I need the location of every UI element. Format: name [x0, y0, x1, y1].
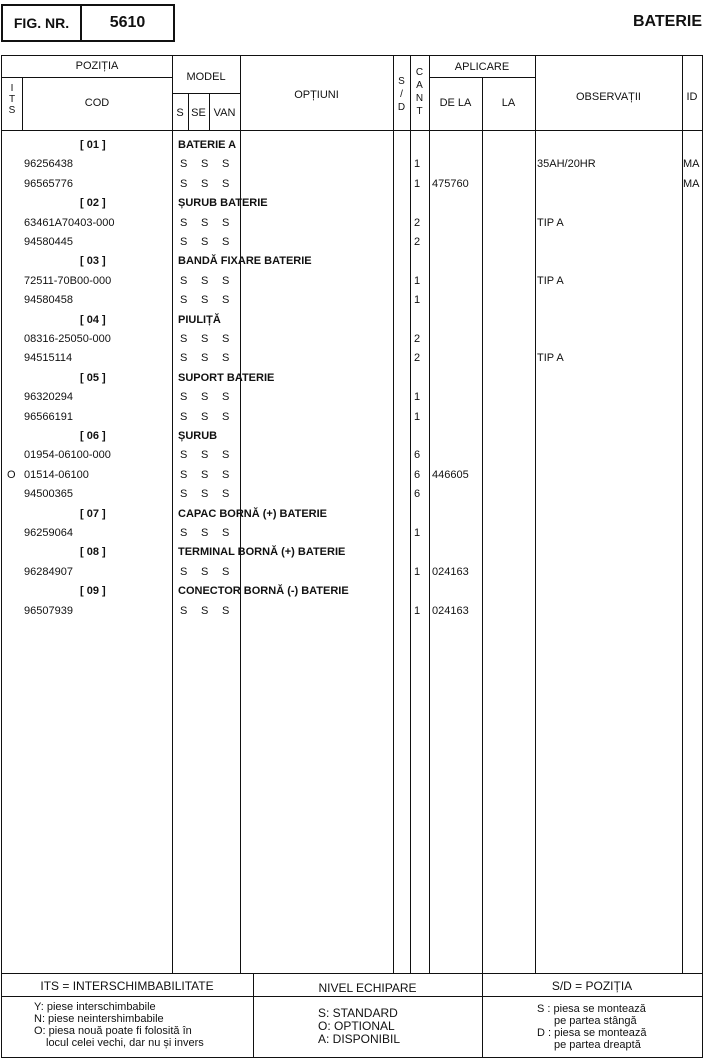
quantity-value: 1	[414, 275, 421, 287]
cant-letter: A	[416, 80, 423, 91]
model-s-value: S	[180, 469, 188, 481]
model-van-value: S	[222, 178, 230, 190]
group-position: [ 05 ]	[80, 372, 106, 384]
col-header-model-s: S	[176, 107, 184, 119]
col-header-model-se: SE	[191, 107, 206, 119]
model-s-value: S	[180, 178, 188, 190]
part-code: 94580458	[24, 294, 73, 306]
col-header-cant	[410, 66, 429, 118]
model-se-value: S	[201, 488, 209, 500]
model-se-value: S	[201, 333, 209, 345]
col-header-observatii: OBSERVAȚII	[575, 91, 641, 103]
quantity-value: 2	[414, 217, 421, 229]
col-divider-la	[535, 55, 536, 973]
col-header-pozitia: POZIȚIA	[75, 60, 119, 72]
model-s-value: S	[180, 236, 188, 248]
col-divider-dela	[482, 77, 483, 973]
col-header-optiuni: OPȚIUNI	[294, 89, 339, 101]
sd-letter: D	[397, 102, 406, 113]
group-name: ȘURUB	[178, 430, 218, 442]
model-s-value: S	[180, 449, 188, 461]
model-se-value: S	[201, 449, 209, 461]
model-s-value: S	[180, 217, 188, 229]
part-code: 96259064	[24, 527, 73, 539]
model-line	[172, 93, 240, 94]
parts-table-frame	[1, 55, 703, 1058]
pozitia-line	[1, 77, 173, 78]
quantity-value: 1	[414, 411, 421, 423]
model-s-value: S	[180, 352, 188, 364]
model-van-value: S	[222, 352, 230, 364]
sd-letter: S	[398, 76, 405, 87]
quantity-value: 1	[414, 527, 421, 539]
legend-nivel-text	[318, 1007, 478, 1046]
quantity-value: 2	[414, 352, 421, 364]
model-se-value: S	[201, 236, 209, 248]
model-van-value: S	[222, 236, 230, 248]
model-se-value: S	[201, 217, 209, 229]
its-code: O	[7, 469, 16, 481]
part-code: 96284907	[24, 566, 73, 578]
model-s-value: S	[180, 605, 188, 617]
part-code: 63461A70403-000	[24, 217, 115, 229]
legend-line: pe partea stângă	[554, 1015, 637, 1027]
group-name: SUPORT BATERIE	[178, 372, 275, 384]
quantity-value: 1	[414, 566, 421, 578]
model-se-value: S	[201, 605, 209, 617]
quantity-value: 1	[414, 158, 421, 170]
observation-value: TIP A	[537, 275, 564, 287]
model-van-value: S	[222, 294, 230, 306]
cant-letter: N	[415, 93, 424, 104]
col-header-model-van: VAN	[213, 107, 236, 119]
legend-sd-text	[537, 1003, 697, 1051]
legend-line: S: STANDARD	[318, 1006, 398, 1020]
header-bottom-line	[1, 130, 703, 131]
legend-nivel-title: NIVEL ECHIPARE	[318, 981, 417, 995]
legend-line: A: DISPONIBIL	[318, 1032, 401, 1046]
apply-from-value: 024163	[432, 566, 469, 578]
apply-from-value: 024163	[432, 605, 469, 617]
model-se-value: S	[201, 178, 209, 190]
model-s-value: S	[180, 488, 188, 500]
group-position: [ 03 ]	[80, 255, 106, 267]
fig-label: FIG. NR.	[13, 15, 70, 31]
legend-its-text	[34, 1001, 249, 1049]
col-header-aplicare: APLICARE	[454, 61, 510, 73]
model-van-value: S	[222, 469, 230, 481]
id-value: MA	[683, 178, 700, 190]
legend-sd-title: S/D = POZIȚIA	[551, 979, 633, 993]
col-header-cod: COD	[84, 97, 110, 109]
legend-line: O: piesa nouă poate fi folosită în	[34, 1025, 192, 1037]
model-van-value: S	[222, 488, 230, 500]
model-se-value: S	[201, 158, 209, 170]
part-code: 94580445	[24, 236, 73, 248]
legend-title-line	[1, 996, 703, 997]
group-name: CAPAC BORNĂ (+) BATERIE	[178, 508, 328, 520]
model-s-value: S	[180, 527, 188, 539]
legend-line: O: OPTIONAL	[318, 1019, 395, 1033]
group-position: [ 01 ]	[80, 139, 106, 151]
group-position: [ 08 ]	[80, 546, 106, 558]
legend-top-line	[1, 973, 703, 974]
page-title: BATERIE	[632, 13, 702, 30]
group-position: [ 02 ]	[80, 197, 106, 209]
model-van-value: S	[222, 566, 230, 578]
its-letter: S	[8, 105, 16, 116]
part-code: 96566191	[24, 411, 73, 423]
col-divider-cant	[429, 55, 430, 973]
model-s-value: S	[180, 411, 188, 423]
model-se-value: S	[201, 391, 209, 403]
legend-its-title: ITS = INTERSCHIMBABILITATE	[40, 979, 214, 993]
observation-value: TIP A	[537, 352, 564, 364]
model-van-value: S	[222, 411, 230, 423]
model-van-value: S	[222, 158, 230, 170]
model-van-value: S	[222, 391, 230, 403]
legend-line: D : piesa se montează	[537, 1027, 647, 1039]
part-code: 96565776	[24, 178, 73, 190]
group-name: BATERIE A	[178, 139, 237, 151]
legend-line: locul celei vechi, dar nu și invers	[46, 1037, 204, 1049]
id-value: MA	[683, 158, 700, 170]
its-letter: T	[8, 94, 16, 105]
model-se-value: S	[201, 352, 209, 364]
group-position: [ 06 ]	[80, 430, 106, 442]
observation-value: TIP A	[537, 217, 564, 229]
group-name: ȘURUB BATERIE	[178, 197, 268, 209]
group-name: BANDĂ FIXARE BATERIE	[178, 255, 312, 267]
part-code: 94515114	[24, 352, 73, 364]
quantity-value: 1	[414, 391, 421, 403]
group-name: PIULIȚĂ	[178, 314, 221, 326]
model-van-value: S	[222, 275, 230, 287]
legend-line: S : piesa se montează	[537, 1003, 646, 1015]
quantity-value: 1	[414, 605, 421, 617]
model-van-value: S	[222, 605, 230, 617]
quantity-value: 2	[414, 333, 421, 345]
col-header-its	[2, 83, 22, 116]
apply-from-value: 446605	[432, 469, 469, 481]
col-header-id: ID	[686, 91, 698, 103]
fig-number: 5610	[109, 14, 146, 31]
part-code: 96507939	[24, 605, 73, 617]
quantity-value: 6	[414, 469, 421, 481]
col-header-model: MODEL	[186, 71, 226, 83]
quantity-value: 1	[414, 178, 421, 190]
quantity-value: 6	[414, 488, 421, 500]
col-divider-cod	[172, 55, 173, 973]
part-code: 96256438	[24, 158, 73, 170]
quantity-value: 1	[414, 294, 421, 306]
model-van-value: S	[222, 527, 230, 539]
model-s-value: S	[180, 158, 188, 170]
part-code: 94500365	[24, 488, 73, 500]
col-header-de-la: DE LA	[439, 97, 472, 109]
its-letter: I	[10, 83, 14, 94]
group-position: [ 04 ]	[80, 314, 106, 326]
apply-from-value: 475760	[432, 178, 469, 190]
model-van-value: S	[222, 449, 230, 461]
model-s-value: S	[180, 333, 188, 345]
model-s-value: S	[180, 275, 188, 287]
model-se-value: S	[201, 294, 209, 306]
model-van-value: S	[222, 333, 230, 345]
part-code: 08316-25050-000	[24, 333, 111, 345]
legend-line: Y: piese interschimbabile	[34, 1001, 156, 1013]
col-header-sd	[393, 75, 410, 114]
model-s-value: S	[180, 566, 188, 578]
group-position: [ 09 ]	[80, 585, 106, 597]
cant-letter: T	[416, 106, 423, 117]
model-se-value: S	[201, 469, 209, 481]
fig-number-box	[80, 4, 175, 42]
group-name: CONECTOR BORNĂ (-) BATERIE	[178, 585, 349, 597]
part-code: 96320294	[24, 391, 73, 403]
model-van-value: S	[222, 217, 230, 229]
part-code: 72511-70B00-000	[24, 275, 112, 287]
model-se-value: S	[201, 411, 209, 423]
model-se-value: S	[201, 275, 209, 287]
model-se-value: S	[201, 566, 209, 578]
col-divider-obs	[682, 55, 683, 973]
group-position: [ 07 ]	[80, 508, 106, 520]
model-s-value: S	[180, 294, 188, 306]
group-name: TERMINAL BORNĂ (+) BATERIE	[178, 546, 346, 558]
part-code: 01954-06100-000	[24, 449, 111, 461]
observation-value: 35AH/20HR	[537, 158, 596, 170]
legend-line: N: piese neintershimbabile	[34, 1013, 164, 1025]
col-divider-sd	[410, 55, 411, 973]
quantity-value: 2	[414, 236, 421, 248]
col-header-la: LA	[501, 97, 516, 109]
fig-label-box	[1, 4, 82, 42]
part-code: 01514-06100	[24, 469, 89, 481]
col-divider-optiuni	[393, 55, 394, 973]
model-se-value: S	[201, 527, 209, 539]
model-s-value: S	[180, 391, 188, 403]
cant-letter: C	[415, 67, 424, 78]
legend-line: pe partea dreaptă	[554, 1039, 641, 1051]
quantity-value: 6	[414, 449, 421, 461]
sd-letter: /	[400, 89, 403, 100]
